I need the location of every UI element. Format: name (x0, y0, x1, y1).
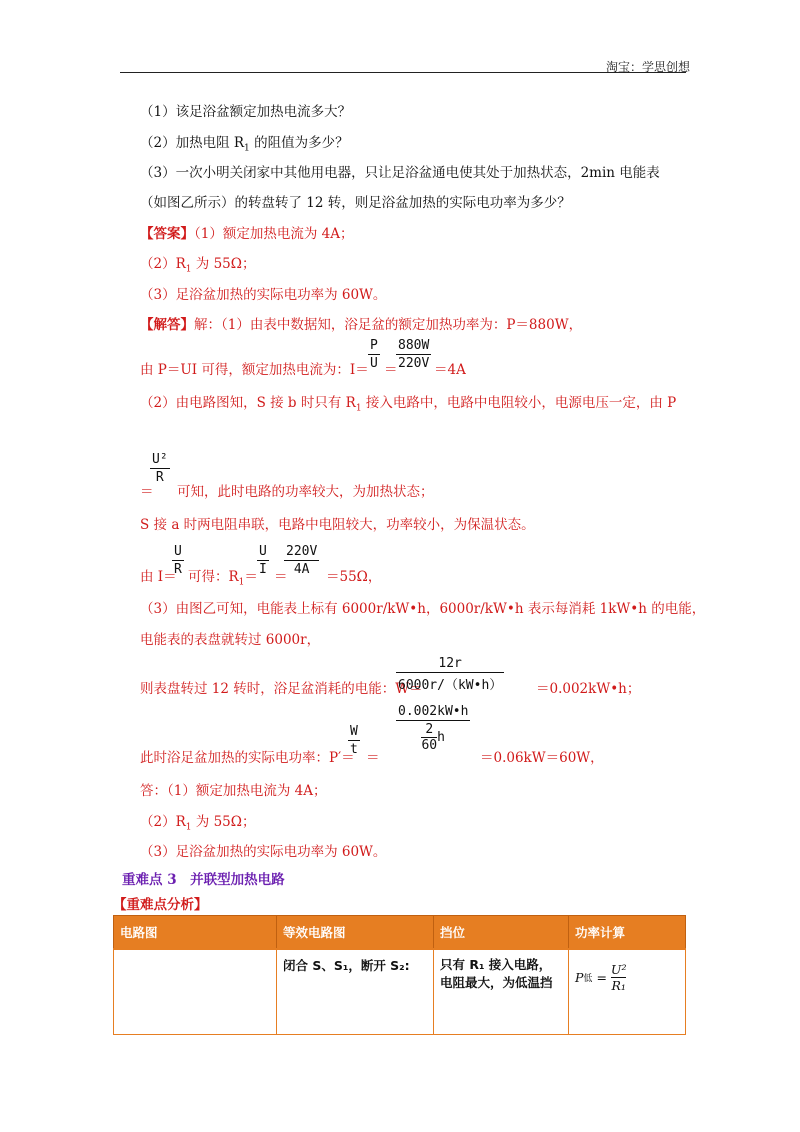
solution-line-3 (140, 391, 676, 414)
fraction-bar (368, 354, 380, 355)
fraction-numerator: U (259, 544, 267, 559)
solution-line-4-eq: ＝ (140, 484, 154, 500)
fraction-bar (348, 740, 360, 741)
answer-2-subscript: 1 (185, 264, 192, 275)
fraction-bar (284, 560, 319, 561)
fraction-bar (396, 720, 470, 721)
fraction-numerator: 12r (438, 656, 462, 671)
question-2-suffix: 的阻值为多少？ (249, 135, 349, 151)
table-cell-gear: 只有 R₁ 接入电路，电阻最大，为低温挡 (434, 949, 569, 1035)
equals-sign-3: ＝ (366, 750, 380, 766)
solution-line-1 (140, 313, 582, 333)
solution-line-6-prefix: 由 I＝ (140, 569, 177, 585)
final-answer-line-3: （3）足浴盆加热的实际电功率为 60W。 (140, 844, 387, 860)
power-subscript: 低 (583, 974, 593, 984)
fraction-bar (257, 560, 269, 561)
fraction-numerator: P (370, 338, 378, 353)
fraction-u-over-i (257, 544, 269, 577)
fraction-denominator: R₁ (611, 978, 626, 993)
solution-step-1: 解：（1）由表中数据知，浴足盆的额定加热功率为：P＝880W， (194, 317, 583, 333)
fraction-numerator: 220V (286, 544, 318, 559)
answer-2-suffix: 为 55Ω； (191, 256, 256, 272)
fraction-880-over-220 (396, 338, 431, 371)
table-header-power: 功率计算 (569, 916, 686, 950)
solution-step-6-subscript: 1 (238, 577, 245, 588)
answer-line-2 (140, 252, 255, 275)
answer-label: 【答案】 (140, 226, 194, 242)
fraction-w-over-t (348, 724, 360, 757)
fraction-numerator: U (174, 544, 182, 559)
nested-fraction (421, 722, 437, 753)
equals-sign: ＝ (384, 362, 398, 378)
solution-line-10-prefix: 此时浴足盆加热的实际电功率：P′＝ (140, 750, 355, 766)
fraction-12r-over-6000 (396, 656, 504, 693)
table-cell-power (569, 949, 686, 1035)
solution-step-6-text: 可得：R (188, 569, 239, 585)
power-fraction (611, 962, 627, 993)
solution-step-3-suffix: 接入电路中，电路中电阻较小，电源电压一定，由 P (361, 395, 677, 411)
solution-step-3-text: （2）由电路图知，S 接 b 时只有 R (140, 395, 356, 411)
table-cell-equivalent: 闭合 S、S₁，断开 S₂: (277, 949, 434, 1035)
nested-denominator: 60 (421, 738, 438, 753)
fraction-denominator: I (259, 562, 267, 577)
solution-line-9-prefix: 则表盘转过 12 转时，浴足盆消耗的电能：W＝ (140, 681, 423, 697)
section-title: 重难点 3 并联型加热电路 (122, 872, 285, 888)
solution-line-6-mid (188, 565, 258, 588)
fraction-p-over-u (368, 338, 380, 371)
fraction-denominator: R (155, 470, 164, 485)
question-1: （1）该足浴盆额定加热电流多大？ (140, 104, 352, 120)
header-divider (120, 72, 686, 73)
question-2-subscript: 1 (244, 143, 250, 154)
fraction-denominator: t (350, 742, 358, 757)
answer-line-3: （3）足浴盆加热的实际电功率为 60W。 (140, 287, 387, 303)
fraction-denominator (396, 722, 470, 753)
solution-line-6-suffix: ＝55Ω， (326, 569, 382, 585)
question-3-line-1: （3）一次小明关闭家中其他用电器，只让足浴盆通电使其处于加热状态，2min 电能表 (140, 165, 660, 181)
table-header-row (114, 916, 686, 950)
final-answer-2-subscript: 1 (185, 822, 192, 833)
question-3-line-2: （如图乙所示）的转盘转了 12 转，则足浴盆加热的实际电功率为多少？ (140, 195, 571, 211)
fraction-numerator: U² (610, 962, 627, 977)
power-formula (575, 956, 679, 993)
fraction-numerator: U² (152, 452, 168, 467)
solution-line-8: 电能表的表盘就转过 6000r， (140, 632, 321, 648)
answer-2-text: （2）R (140, 256, 186, 272)
fraction-bar (172, 560, 184, 561)
fraction-220-over-4 (284, 544, 319, 577)
analysis-label: 【重难点分析】 (113, 897, 208, 913)
equals-sign: = (596, 970, 607, 985)
analysis-table (113, 915, 686, 1035)
fraction-denominator: 220V (398, 356, 430, 371)
table-header-gear: 挡位 (434, 916, 569, 950)
question-2 (140, 131, 349, 154)
time-unit: h (437, 730, 445, 745)
final-answer-line-2 (140, 810, 255, 833)
power-symbol: P (575, 970, 584, 985)
fraction-bar (396, 672, 504, 673)
solution-line-2-suffix: ＝4A (434, 362, 466, 378)
fraction-bar (396, 354, 431, 355)
solution-line-10-suffix: ＝0.06kW＝60W， (480, 750, 604, 766)
answer-line-1 (140, 222, 353, 242)
solution-line-7: （3）由图乙可知，电能表上标有 6000r/kW•h，6000r/kW•h 表示每消耗 1kW•h 的电能， (140, 601, 706, 617)
table-header-equivalent: 等效电路图 (277, 916, 434, 950)
fraction-bar (150, 468, 170, 469)
solution-line-2-prefix: 由 P＝UI 可得，额定加热电流为：I＝ (140, 362, 369, 378)
question-2-text: （2）加热电阻 R (140, 135, 245, 151)
table-row (114, 949, 686, 1035)
solution-line-5: S 接 a 时两电阻串联，电路中电阻较大，功率较小，为保温状态。 (140, 517, 535, 533)
table-header-circuit: 电路图 (114, 916, 277, 950)
header-brand: 淘宝：学思创想 (605, 60, 690, 74)
fraction-numerator: 0.002kW•h (398, 704, 469, 719)
fraction-denominator: R (174, 562, 182, 577)
fraction-numerator: W (350, 724, 358, 739)
fraction-energy-over-time (396, 704, 470, 753)
fraction-u-over-r (172, 544, 184, 577)
equals-sign: ＝ (244, 569, 258, 585)
answer-1: （1）额定加热电流为 4A； (194, 226, 354, 242)
solution-step-3-subscript: 1 (355, 403, 362, 414)
solution-line-9-suffix: ＝0.002kW•h； (536, 681, 641, 697)
fraction-denominator: 4A (293, 562, 310, 577)
final-answer-2-suffix: 为 55Ω； (191, 814, 256, 830)
nested-numerator: 2 (425, 722, 434, 737)
final-answer-2-text: （2）R (140, 814, 186, 830)
fraction-denominator: U (370, 356, 378, 371)
equals-sign-2: ＝ (274, 569, 288, 585)
final-answer-line-1: 答：（1）额定加热电流为 4A； (140, 783, 327, 799)
fraction-numerator: 880W (398, 338, 430, 353)
table-cell-circuit (114, 949, 277, 1035)
fraction-denominator: 6000r/（kW•h） (398, 678, 503, 693)
solution-label: 【解答】 (140, 317, 194, 333)
solution-line-4: 可知，此时电路的功率较大，为加热状态； (177, 484, 434, 500)
